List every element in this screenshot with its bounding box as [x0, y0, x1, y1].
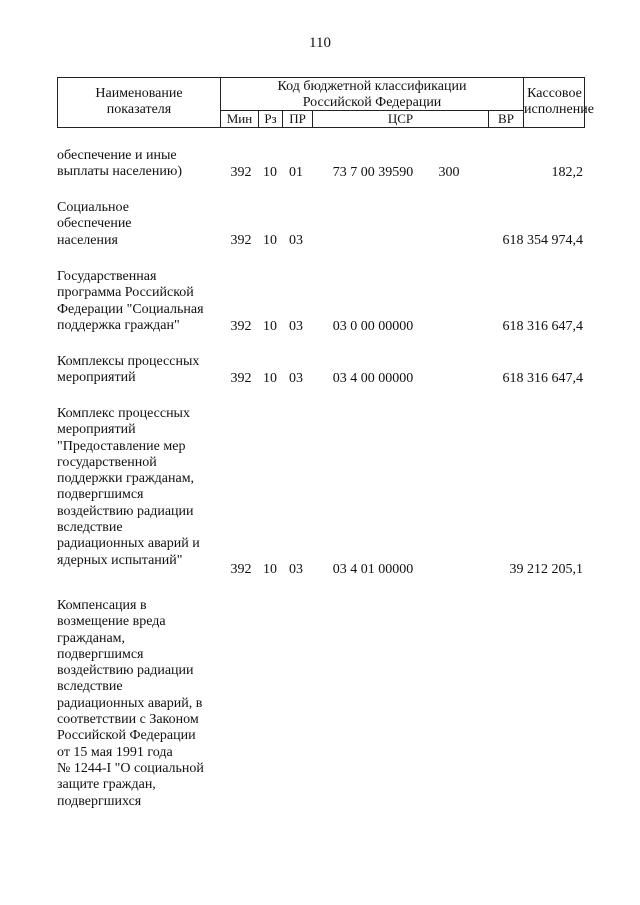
row-vr: 300 [438, 164, 460, 180]
header-name: Наименование показателя [58, 78, 221, 127]
row-execution: 182,2 [551, 164, 583, 180]
header-budget-code: Код бюджетной классификации Российской Федерации [221, 78, 524, 111]
row-csr: 03 4 01 00000 [332, 561, 414, 577]
row-rz: 10 [263, 370, 277, 386]
row-min: 392 [230, 164, 252, 180]
row-rz: 10 [263, 232, 277, 248]
row-name: Комплекс процессных мероприятий "Предоставление мер государственной поддержки гражданам, подвергшимся воздействию радиации вследствие радиационных аварий и ядерных испытаний" [57, 406, 200, 568]
header-min: Мин [221, 111, 259, 127]
row-min: 392 [230, 561, 252, 577]
row-min: 392 [230, 370, 252, 386]
header-execution: Кассовое исполнение [524, 86, 594, 117]
row-rz: 10 [263, 561, 277, 577]
table-row [0, 406, 640, 578]
header-pr: ПР [283, 111, 313, 127]
row-pr: 03 [289, 370, 303, 386]
table-header [57, 77, 594, 128]
row-csr: 03 0 00 00000 [332, 318, 414, 334]
row-execution: 618 316 647,4 [502, 370, 583, 386]
row-pr: 01 [289, 164, 303, 180]
row-pr: 03 [289, 232, 303, 248]
table-row [0, 354, 640, 387]
header-vr: ВР [489, 111, 524, 127]
row-name: Государственная программа Российской Федерации "Социальная поддержка граждан" [57, 269, 204, 333]
row-execution: 618 316 647,4 [502, 318, 583, 334]
row-min: 392 [230, 318, 252, 334]
table-row [0, 148, 640, 181]
table-row [0, 598, 640, 820]
header-rz: Рз [259, 111, 283, 127]
row-rz: 10 [263, 164, 277, 180]
row-pr: 03 [289, 318, 303, 334]
row-csr: 73 7 00 39590 [332, 164, 414, 180]
row-name: Комплексы процессных мероприятий [57, 354, 200, 386]
row-name: Социальное обеспечение населения [57, 200, 132, 248]
row-min: 392 [230, 232, 252, 248]
page-number: 110 [309, 35, 331, 51]
row-pr: 03 [289, 561, 303, 577]
row-csr: 03 4 00 00000 [332, 370, 414, 386]
header-csr: ЦСР [313, 111, 489, 127]
table-row [0, 200, 640, 249]
row-rz: 10 [263, 318, 277, 334]
row-name: обеспечение и иные выплаты населению) [57, 148, 182, 180]
row-name: Компенсация в возмещение вреда гражданам, подвергшимся воздействию радиации вследствие радиационных аварий, в соответствии с Законом Российской Федерации от 15 мая 1991 года № 1244-I "О социальной защите граждан, подвергшихся [57, 598, 204, 809]
row-execution: 618 354 974,4 [502, 232, 583, 248]
table-row [0, 269, 640, 335]
row-execution: 39 212 205,1 [509, 561, 583, 577]
